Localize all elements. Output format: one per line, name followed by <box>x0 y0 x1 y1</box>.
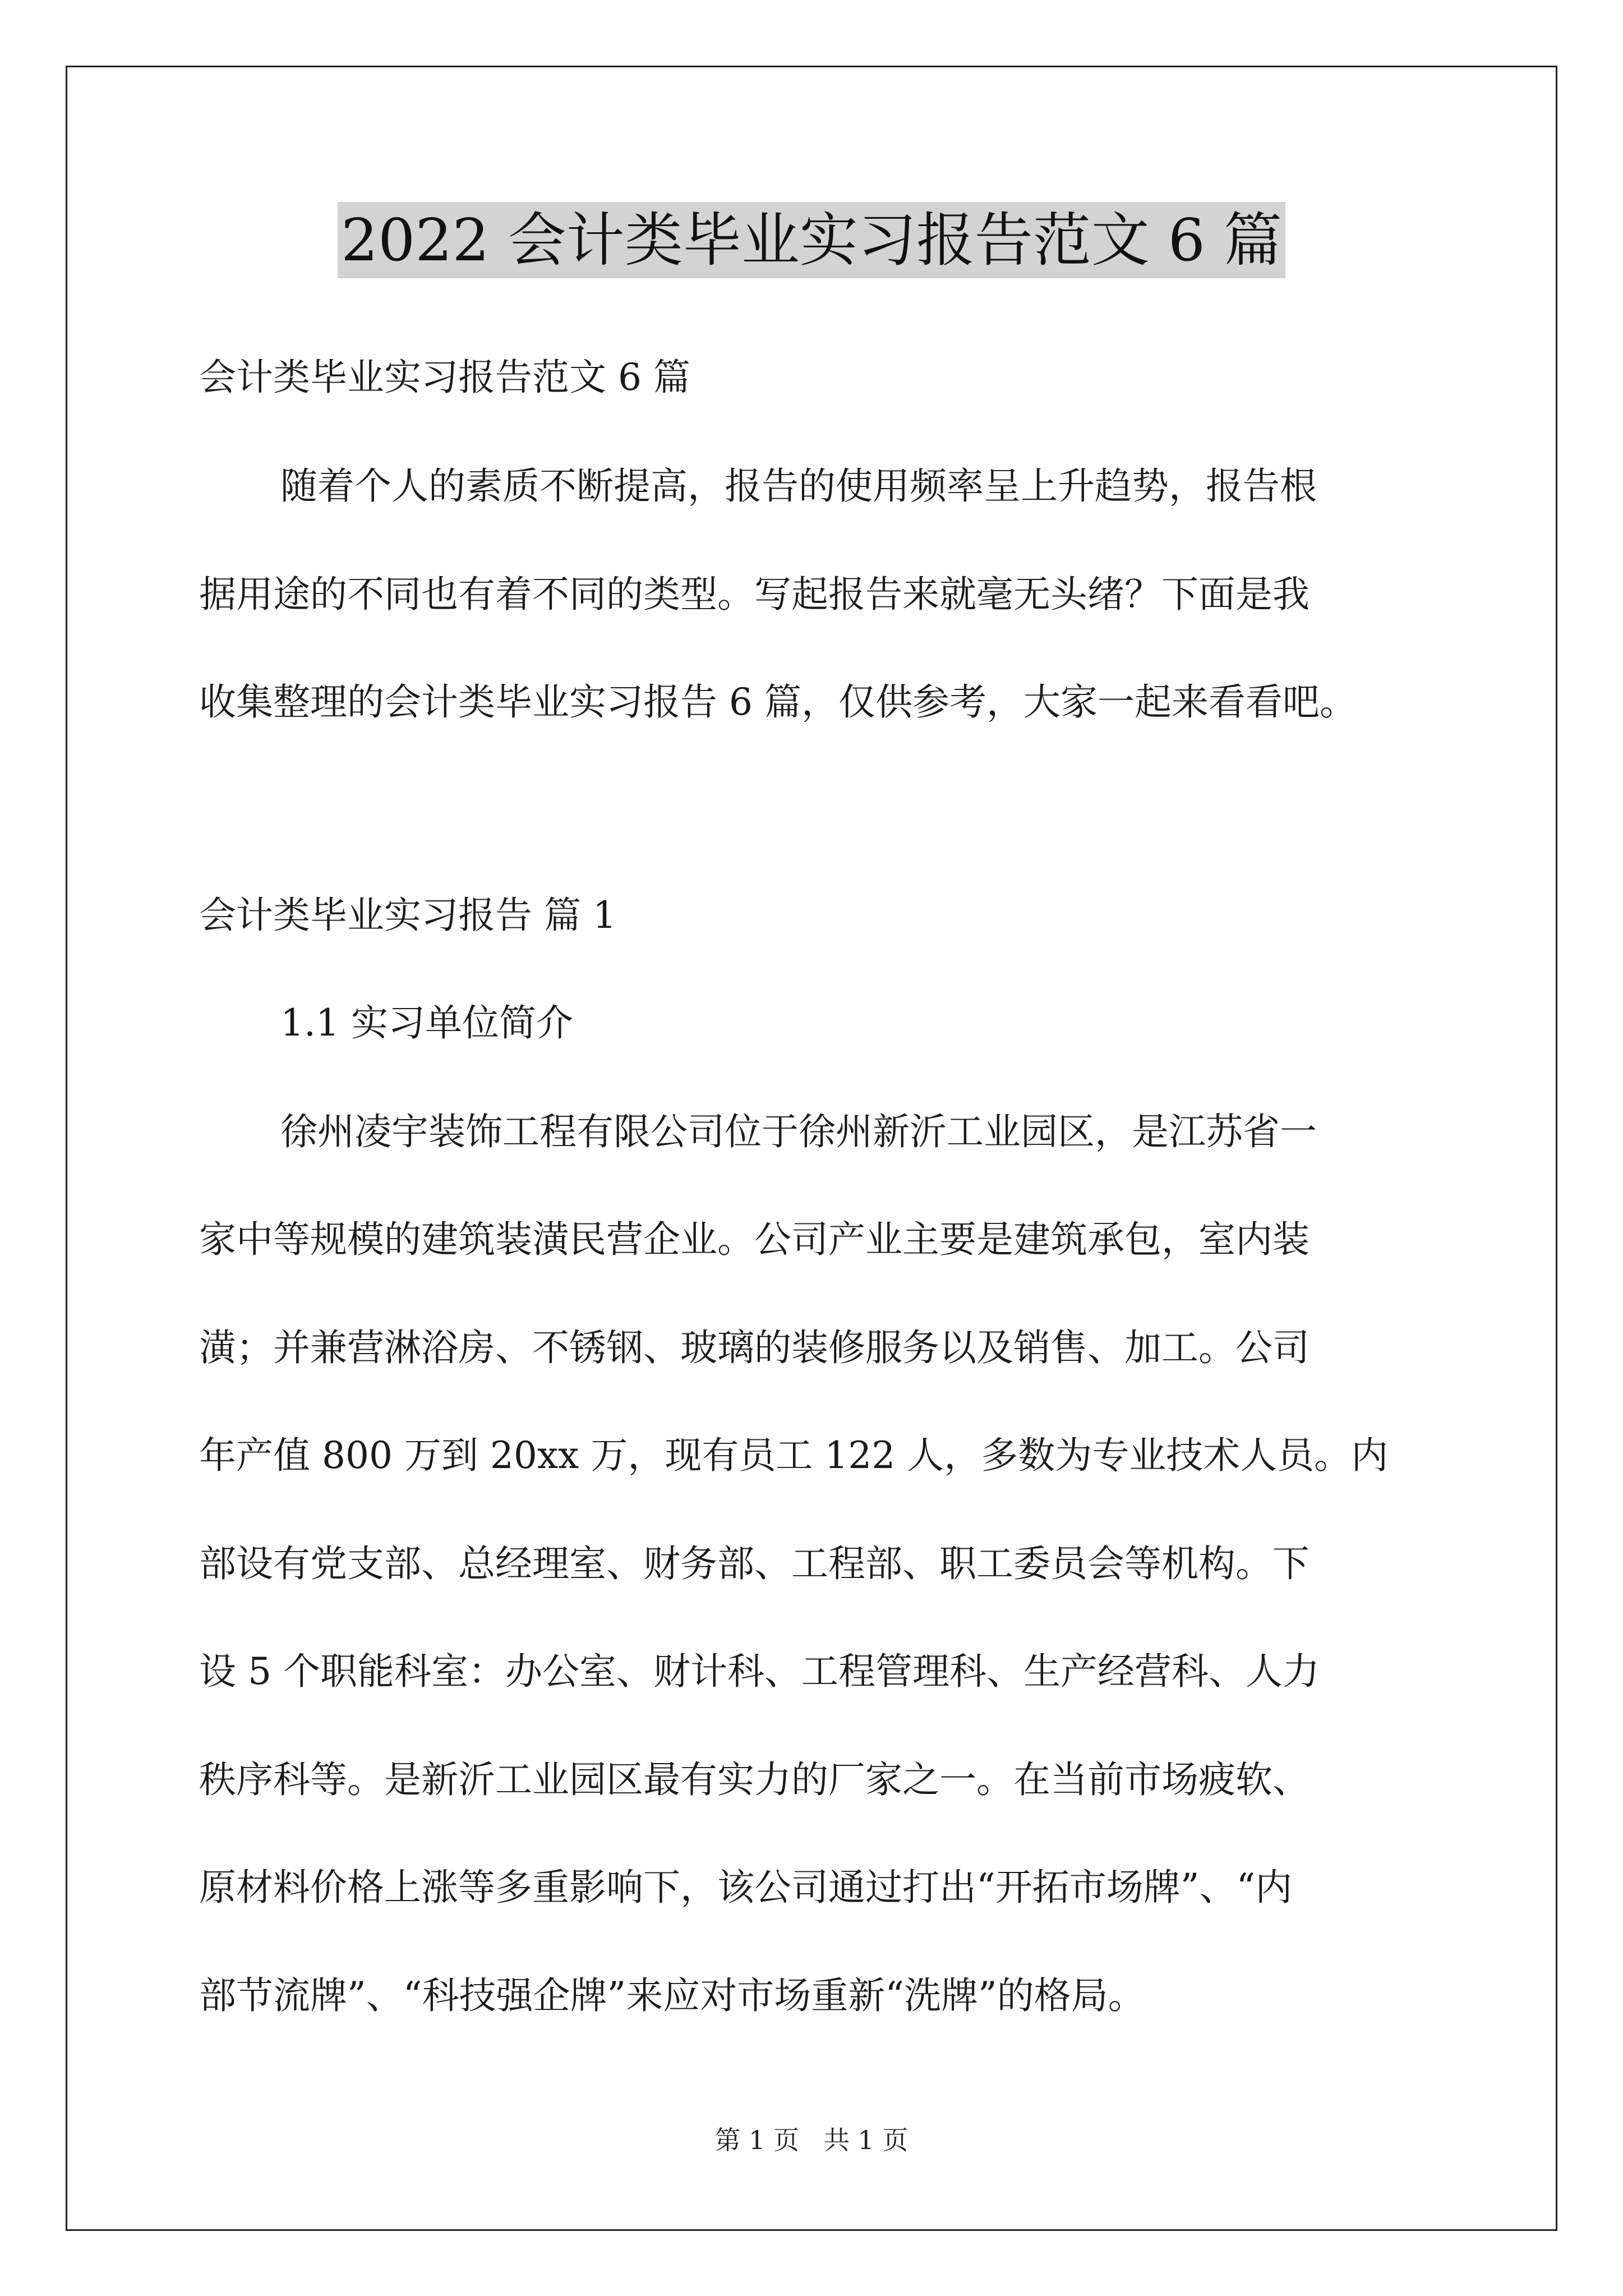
title-container <box>0 202 1623 278</box>
body-line-7: 秩序科等。是新沂工业园区最有实力的厂家之一。在当前市场疲软、 <box>199 1758 1310 1801</box>
section-heading: 会计类毕业实习报告 篇 1 <box>199 894 616 937</box>
body-line-2: 家中等规模的建筑装潢民营企业。公司产业主要是建筑承包，室内装 <box>199 1218 1310 1261</box>
page-footer: 第 1 页 共 1 页 <box>714 2125 909 2155</box>
body-line-5: 部设有党支部、总经理室、财务部、工程部、职工委员会等机构。下 <box>199 1542 1310 1585</box>
body-line-6: 设 5 个职能科室：办公室、财计科、工程管理科、生产经营科、人力 <box>199 1650 1320 1693</box>
document-subtitle: 会计类毕业实习报告范文 6 篇 <box>199 356 690 399</box>
body-line-3: 潢；并兼营淋浴房、不锈钢、玻璃的装修服务以及销售、加工。公司 <box>199 1326 1310 1369</box>
body-line-9: 部节流牌”、“科技强企牌”来应对市场重新“洗牌”的格局。 <box>199 1974 1145 2017</box>
intro-line-1: 随着个人的素质不断提高，报告的使用频率呈上升趋势，报告根 <box>280 464 1317 508</box>
intro-line-3: 收集整理的会计类毕业实习报告 6 篇，仅供参考，大家一起来看看吧。 <box>199 680 1357 724</box>
intro-line-2: 据用途的不同也有着不同的类型。写起报告来就毫无头绪？下面是我 <box>199 573 1310 616</box>
body-line-4: 年产值 800 万到 20xx 万，现有员工 122 人，多数为专业技术人员。内 <box>199 1434 1389 1477</box>
body-line-1: 徐州凌宇装饰工程有限公司位于徐州新沂工业园区，是江苏省一 <box>280 1110 1317 1153</box>
body-line-8: 原材料价格上涨等多重影响下，该公司通过打出“开拓市场牌”、“内 <box>199 1866 1293 1909</box>
subsection-heading: 1.1 实习单位简介 <box>280 1001 573 1045</box>
document-title: 2022 会计类毕业实习报告范文 6 篇 <box>338 202 1285 278</box>
